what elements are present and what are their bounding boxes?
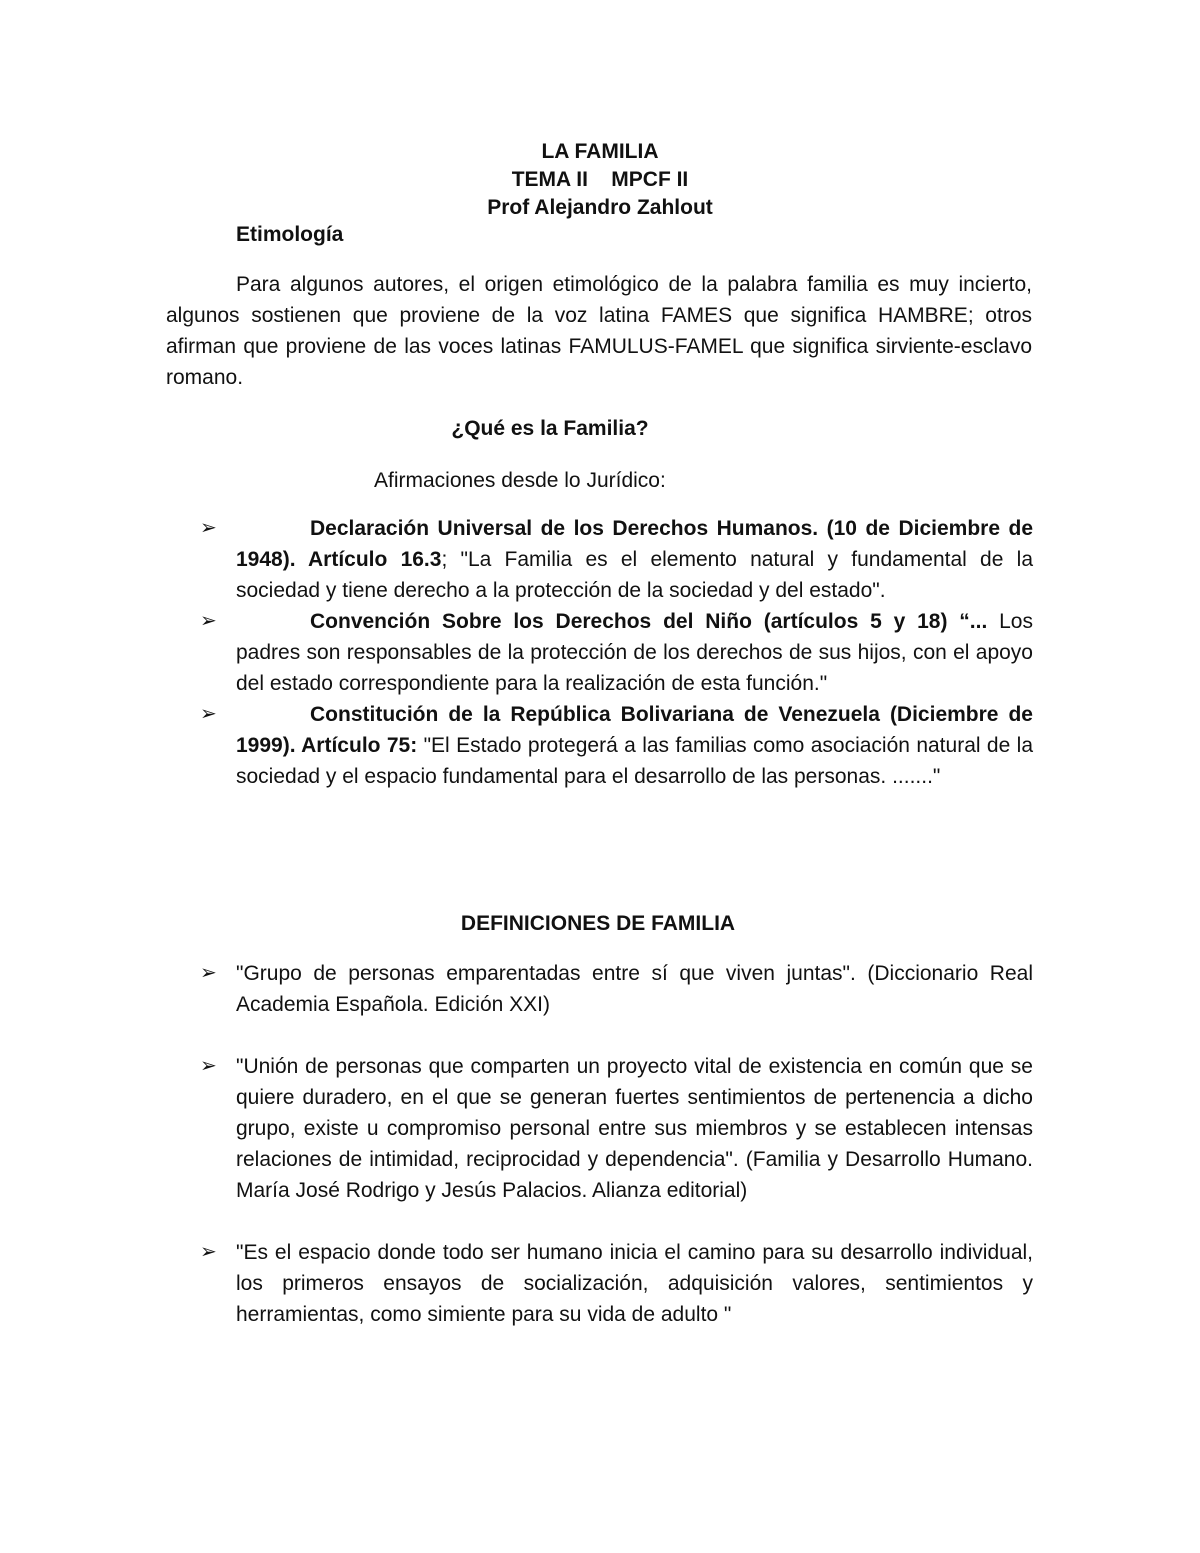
- list-item-text: Los padres son responsables de la protección de los derechos de sus hijos, con el apoyo del estado correspondiente para la realización de esta función.": [236, 610, 1033, 695]
- list-item-text: ; "La Familia es el elemento natural y fundamental de la sociedad y tiene derecho a la protección de la sociedad y del estado".: [236, 548, 1033, 602]
- subheading-juridico: Afirmaciones desde lo Jurídico:: [374, 469, 666, 492]
- document-author: Prof Alejandro Zahlout: [487, 196, 713, 219]
- document-subtitle: TEMA II MPCF II: [511, 168, 689, 191]
- arrow-bullet-icon: ➢: [200, 517, 217, 539]
- section-heading-etimologia: Etimología: [236, 223, 344, 246]
- section-heading-que-es: ¿Qué es la Familia?: [451, 417, 649, 440]
- list-item: [200, 513, 1033, 606]
- section-heading-definiciones: DEFINICIONES DE FAMILIA: [460, 912, 736, 935]
- arrow-bullet-icon: ➢: [200, 703, 217, 725]
- title-block: [0, 138, 1200, 222]
- list-item: [200, 606, 1033, 699]
- list-item-text: "Es el espacio donde todo ser humano inicia el camino para su desarrollo individual, los primeros ensayos de socialización, adquisición valores, sentimientos y herramientas, como simiente para su vida de adulto ": [236, 1241, 1033, 1326]
- definiciones-list: [200, 958, 1033, 1361]
- list-item-text: "Grupo de personas emparentadas entre sí que viven juntas". (Diccionario Real Academia Española. Edición XXI): [236, 962, 1033, 1016]
- arrow-bullet-icon: ➢: [200, 962, 217, 984]
- list-item-text: "El Estado protegerá a las familias como asociación natural de la sociedad y el espacio fundamental para el desarrollo de las personas. .......": [236, 734, 1034, 788]
- list-item-bold: Declaración Universal de los Derechos Humanos. (10 de Diciembre de 1948). Artículo 16.3: [236, 517, 1033, 571]
- list-item: [200, 1237, 1033, 1330]
- list-item: [200, 699, 1033, 792]
- list-item-bold: Constitución de la República Bolivariana de Venezuela (Diciembre de 1999). Artículo 75:: [236, 703, 1033, 757]
- list-item: [200, 958, 1033, 1020]
- etimologia-paragraph: Para algunos autores, el origen etimológico de la palabra familia es muy incierto, algunos sostienen que proviene de la voz latina FAMES que significa HAMBRE; otros afirman que proviene de las voces latinas FAMULUS-FAMEL que significa sirviente-esclavo romano.: [166, 273, 1032, 389]
- arrow-bullet-icon: ➢: [200, 610, 217, 632]
- list-item-text: "Unión de personas que comparten un proyecto vital de existencia en común que se quiere duradero, en el que se generan fuertes sentimientos de pertenencia a dicho grupo, existe u compromiso personal entre sus miembros y se establecen intensas relaciones de intimidad, reciprocidad y dependencia". (Familia y Desarrollo Humano. María José Rodrigo y Jesús Palacios. Alianza editorial): [236, 1055, 1033, 1202]
- list-item: [200, 1051, 1033, 1206]
- juridico-list: [200, 513, 1033, 792]
- arrow-bullet-icon: ➢: [200, 1241, 217, 1263]
- arrow-bullet-icon: ➢: [200, 1055, 217, 1077]
- list-item-bold: Convención Sobre los Derechos del Niño (artículos 5 y 18) “...: [310, 610, 988, 633]
- document-title: LA FAMILIA: [541, 140, 659, 163]
